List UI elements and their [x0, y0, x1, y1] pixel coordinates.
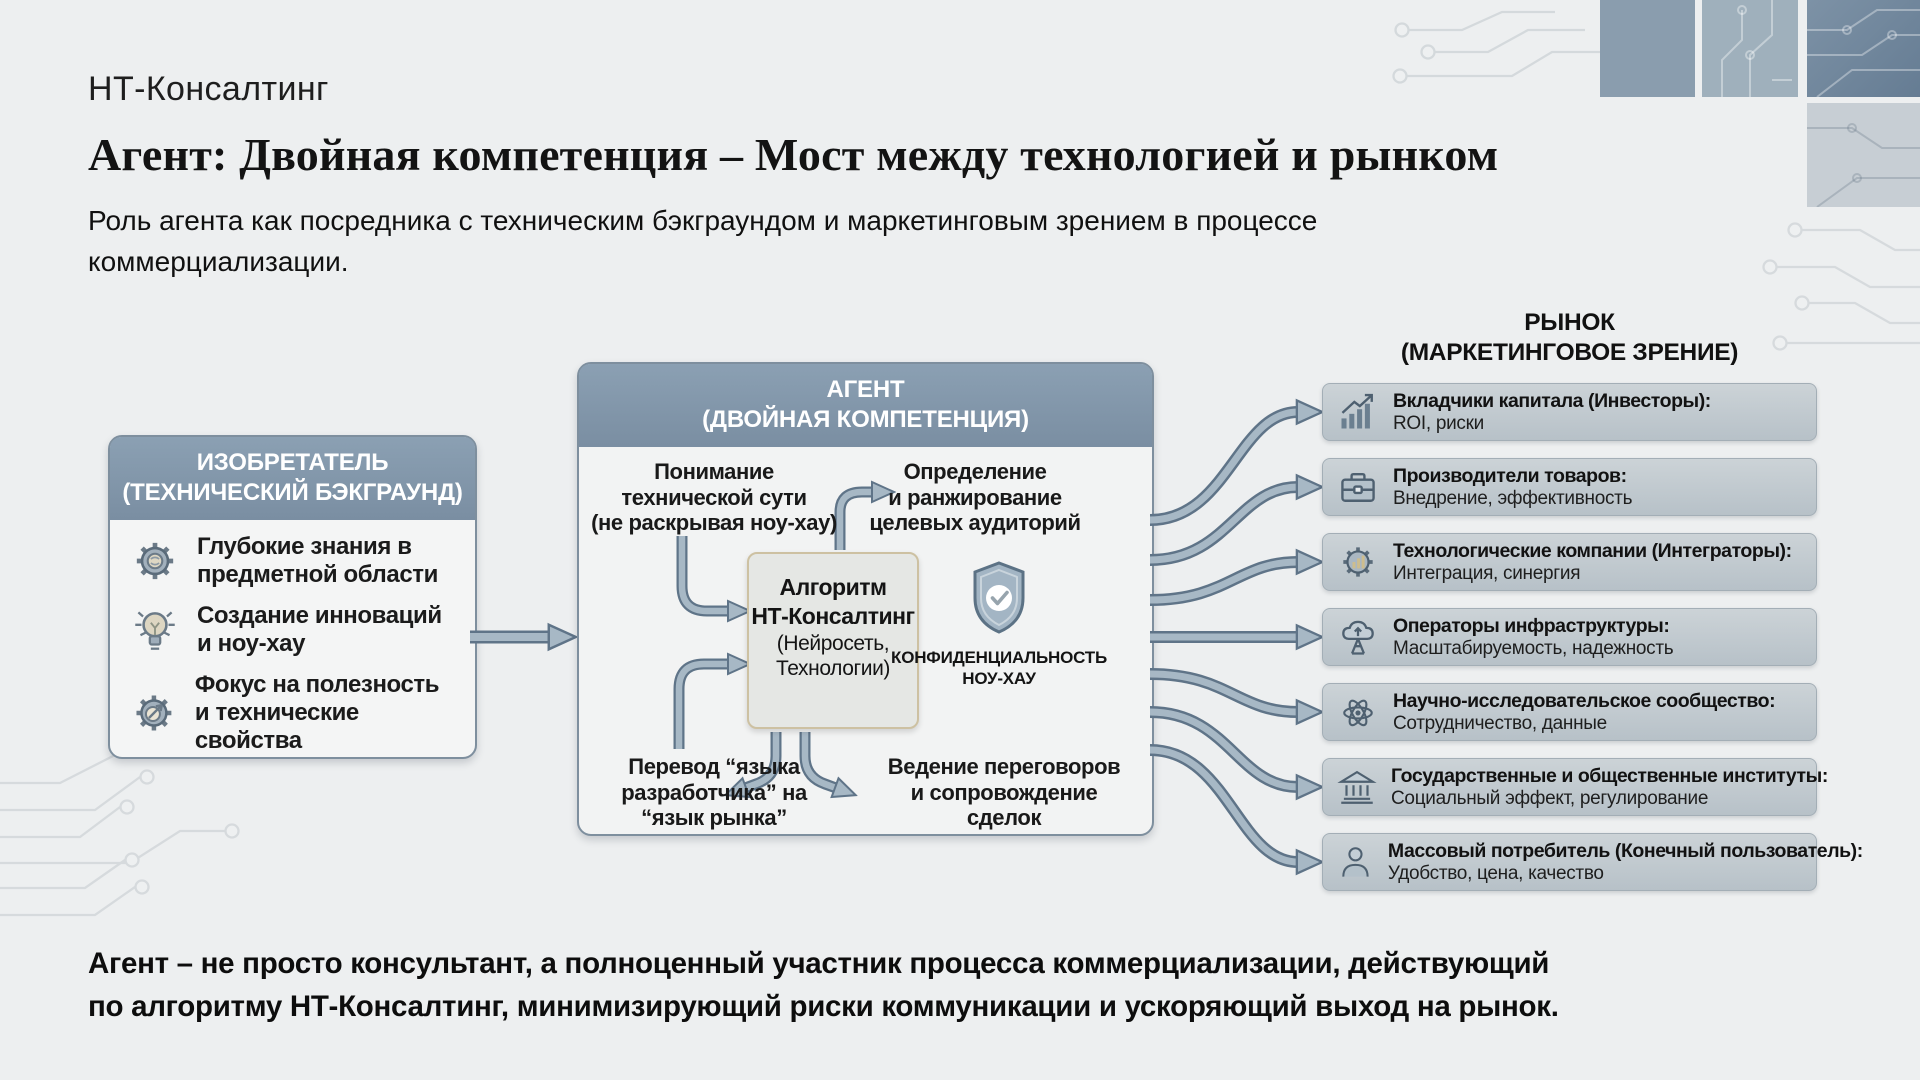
market-header: РЫНОК (МАРКЕТИНГОВОЕ ЗРЕНИЕ) [1400, 309, 1739, 366]
growth-chart-icon [1336, 390, 1380, 434]
briefcase-icon [1336, 465, 1380, 509]
lightbulb-icon [128, 603, 182, 657]
shield-check-icon [969, 560, 1029, 636]
accent-square-4 [1807, 103, 1920, 207]
agent-note-top-left: Понимание технической сути (не раскрывая ноу-хау) [591, 459, 837, 535]
market-row: Операторы инфраструктуры: Масштабируемость, надежность [1322, 608, 1817, 666]
subtitle-line: Роль агента как посредника с техническим бэкграундом и маркетинговым зрением в процессе [88, 205, 1318, 236]
circuit-decoration-bottom-left [0, 755, 260, 935]
accent-square-3 [1807, 0, 1920, 97]
atom-icon [1336, 690, 1380, 734]
footer-summary: Агент – не просто консультант, а полноценный участник процесса коммерциализации, действующий по алгоритму НТ-Консалтинг, минимизирующий риски коммуникации и ускоряющий выход на рынок. [88, 947, 1559, 1023]
arrows-agent-to-market [1150, 370, 1345, 890]
arrow-inventor-to-agent [462, 600, 587, 674]
inventor-box [108, 435, 477, 759]
gear-chart-icon [1336, 540, 1380, 584]
market-row: Научно-исследовательское сообщество: Сотрудничество, данные [1322, 683, 1817, 741]
market-row: Вкладчики капитала (Инвесторы): ROI, риски [1322, 383, 1817, 441]
bank-icon [1336, 765, 1378, 809]
accent-square-1 [1600, 0, 1695, 97]
page-subtitle [88, 200, 1317, 282]
page-title: Агент: Двойная компетенция – Мост между технологией и рынком [88, 129, 1499, 180]
confidentiality-label: КОНФИДЕНЦИАЛЬНОСТЬ НОУ-ХАУ [891, 648, 1107, 688]
agent-box-header: АГЕНТ (ДВОЙНАЯ КОМПЕТЕНЦИЯ) [579, 364, 1152, 447]
market-row: Массовый потребитель (Конечный пользователь): Удобство, цена, качество [1322, 833, 1817, 891]
market-row: Технологические компании (Интеграторы): Интеграция, синергия [1322, 533, 1817, 591]
market-row: Государственные и общественные институты: Социальный эффект, регулирование [1322, 758, 1817, 816]
gear-focus-icon [128, 686, 180, 740]
inventor-item: Создание инноваций и ноу-хау [110, 602, 475, 658]
algorithm-core-box: Алгоритм НТ-Консалтинг (Нейросеть, Технологии) [747, 552, 919, 729]
gear-knowledge-icon [128, 534, 182, 588]
accent-square-2 [1702, 0, 1798, 97]
inventor-item: Глубокие знания в предметной области [110, 533, 475, 589]
agent-note-top-right: Определение и ранжирование целевых аудиторий [869, 459, 1081, 535]
inventor-box-header: ИЗОБРЕТАТЕЛЬ (ТЕХНИЧЕСКИЙ БЭКГРАУНД) [110, 437, 475, 520]
market-row: Производители товаров: Внедрение, эффективность [1322, 458, 1817, 516]
agent-note-bottom-left: Перевод “языка разработчика” на “язык рынка” [621, 754, 807, 830]
circuit-decoration-top [1390, 0, 1610, 95]
inventor-item: Фокус на полезность и технические свойства [110, 671, 475, 755]
subtitle-line: коммерциализации. [88, 246, 349, 277]
user-icon [1336, 840, 1375, 884]
cloud-tower-icon [1336, 615, 1380, 659]
agent-note-bottom-right: Ведение переговоров и сопровождение сделок [887, 754, 1121, 830]
brand: НТ-Консалтинг [88, 70, 329, 108]
agent-box [577, 362, 1154, 836]
